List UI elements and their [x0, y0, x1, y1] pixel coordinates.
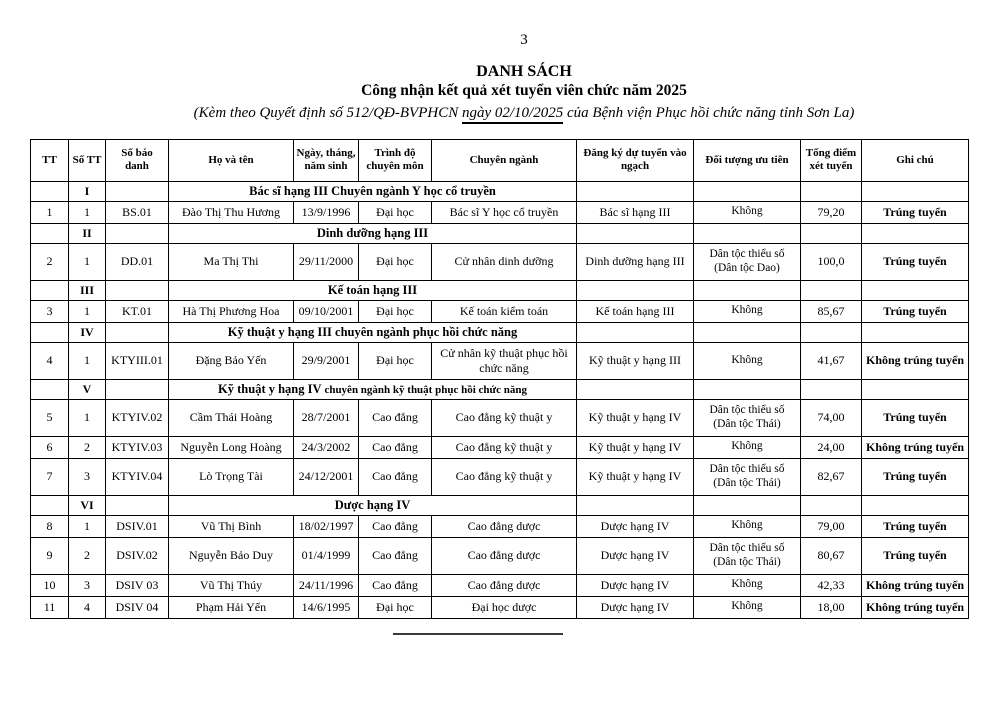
- data-row: [31, 300, 969, 322]
- cell-candidate-id: [106, 379, 169, 399]
- cell-major: Cao đẳng kỹ thuật y: [432, 458, 577, 495]
- cell-group-label: Bác sĩ hạng III Chuyên ngành Y học cổ truyền: [169, 181, 577, 201]
- cell-rank: [577, 223, 694, 243]
- cell-note: [862, 495, 969, 515]
- doc-reference-line: [48, 104, 1000, 122]
- cell-rank: Dược hạng IV: [577, 574, 694, 596]
- cell-major: Cử nhân dinh dưỡng: [432, 243, 577, 280]
- heading-block: [0, 0, 1000, 122]
- cell-score: 100,0: [801, 243, 862, 280]
- cell-candidate-id: DSIV 03: [106, 574, 169, 596]
- cell-major: Kế toán kiểm toán: [432, 300, 577, 322]
- header-candidate-id: Số báo danh: [106, 139, 169, 181]
- cell-dob: 18/02/1997: [294, 515, 359, 537]
- data-row: [31, 342, 969, 379]
- cell-degree: Cao đẳng: [359, 458, 432, 495]
- cell-note: Trúng tuyển: [862, 458, 969, 495]
- cell-candidate-id: DSIV.02: [106, 537, 169, 574]
- cell-degree: Cao đẳng: [359, 515, 432, 537]
- header-priority: Đối tượng ưu tiên: [694, 139, 801, 181]
- cell-dob: 24/12/2001: [294, 458, 359, 495]
- cell-tt: 3: [31, 300, 69, 322]
- cell-group-label: Kỹ thuật y hạng III chuyên ngành phục hồi chức năng: [169, 322, 577, 342]
- cell-rank: Kỹ thuật y hạng IV: [577, 399, 694, 436]
- cell-candidate-id: KTYIII.01: [106, 342, 169, 379]
- data-row: [31, 201, 969, 223]
- cell-rank: [577, 280, 694, 300]
- cell-tt: 7: [31, 458, 69, 495]
- cell-dob: 01/4/1999: [294, 537, 359, 574]
- header-name: Họ và tên: [169, 139, 294, 181]
- page-number: 3: [520, 32, 528, 48]
- cell-rank: Dược hạng IV: [577, 537, 694, 574]
- cell-stt: 2: [69, 436, 106, 458]
- cell-candidate-id: DD.01: [106, 243, 169, 280]
- header-tt: TT: [31, 139, 69, 181]
- cell-score: 24,00: [801, 436, 862, 458]
- header-major: Chuyên ngành: [432, 139, 577, 181]
- cell-candidate-id: DSIV.01: [106, 515, 169, 537]
- cell-dob: 28/7/2001: [294, 399, 359, 436]
- cell-rank: [577, 495, 694, 515]
- cell-dob: 13/9/1996: [294, 201, 359, 223]
- cell-rank: Kỹ thuật y hạng IV: [577, 458, 694, 495]
- cell-group-label: Kỹ thuật y hạng IV chuyên ngành kỹ thuật phục hồi chức năng: [169, 379, 577, 399]
- cell-score: 79,20: [801, 201, 862, 223]
- cell-priority: Dân tộc thiểu số (Dân tộc Dao): [694, 243, 801, 280]
- cell-rank: Kỹ thuật y hạng IV: [577, 436, 694, 458]
- cell-note: Trúng tuyển: [862, 300, 969, 322]
- cell-note: Trúng tuyển: [862, 537, 969, 574]
- cell-group-label: Dược hạng IV: [169, 495, 577, 515]
- cell-note: Không trúng tuyển: [862, 342, 969, 379]
- cell-name: Vũ Thị Bình: [169, 515, 294, 537]
- reference-pre: (Kèm theo Quyết định số 512/QĐ-BVPHCN: [193, 104, 462, 121]
- cell-stt: 1: [69, 300, 106, 322]
- cell-major: Bác sĩ Y học cổ truyền: [432, 201, 577, 223]
- cell-major: Cử nhân kỹ thuật phục hồi chức năng: [432, 342, 577, 379]
- cell-priority: Không: [694, 300, 801, 322]
- cell-priority: [694, 379, 801, 399]
- cell-group-numeral: IV: [69, 322, 106, 342]
- cell-stt: 2: [69, 537, 106, 574]
- group-row: [31, 495, 969, 515]
- cell-tt: 9: [31, 537, 69, 574]
- cell-rank: [577, 181, 694, 201]
- cell-score: 82,67: [801, 458, 862, 495]
- cell-dob: 29/9/2001: [294, 342, 359, 379]
- data-row: [31, 243, 969, 280]
- cell-group-label: Dinh dưỡng hạng III: [169, 223, 577, 243]
- cell-candidate-id: [106, 181, 169, 201]
- cell-tt: [31, 223, 69, 243]
- cell-candidate-id: [106, 495, 169, 515]
- cell-score: [801, 495, 862, 515]
- cell-score: 42,33: [801, 574, 862, 596]
- cell-tt: 6: [31, 436, 69, 458]
- data-row: [31, 596, 969, 618]
- cell-name: Ma Thị Thi: [169, 243, 294, 280]
- cell-score: [801, 223, 862, 243]
- group-row: [31, 181, 969, 201]
- cell-name: Cầm Thái Hoàng: [169, 399, 294, 436]
- doc-title: DANH SÁCH: [476, 63, 572, 80]
- cell-name: Hà Thị Phương Hoa: [169, 300, 294, 322]
- cell-rank: Dược hạng IV: [577, 515, 694, 537]
- cell-degree: Đại học: [359, 243, 432, 280]
- cell-priority: Không: [694, 596, 801, 618]
- cell-tt: [31, 379, 69, 399]
- cell-priority: Không: [694, 515, 801, 537]
- results-table: [30, 139, 969, 619]
- cell-note: Trúng tuyển: [862, 399, 969, 436]
- cell-stt: 1: [69, 342, 106, 379]
- cell-note: [862, 322, 969, 342]
- cell-priority: Không: [694, 342, 801, 379]
- cell-degree: Cao đẳng: [359, 399, 432, 436]
- cell-stt: 3: [69, 458, 106, 495]
- cell-tt: 5: [31, 399, 69, 436]
- cell-group-numeral: III: [69, 280, 106, 300]
- cell-priority: [694, 322, 801, 342]
- header-degree: Trình độ chuyên môn: [359, 139, 432, 181]
- cell-priority: [694, 181, 801, 201]
- cell-note: [862, 280, 969, 300]
- cell-group-label-sub: chuyên ngành kỹ thuật phục hồi chức năng: [324, 383, 527, 396]
- group-row: [31, 280, 969, 300]
- cell-note: [862, 223, 969, 243]
- cell-note: Trúng tuyển: [862, 201, 969, 223]
- cell-tt: 2: [31, 243, 69, 280]
- group-row: [31, 322, 969, 342]
- cell-name: Nguyễn Long Hoàng: [169, 436, 294, 458]
- cell-tt: 11: [31, 596, 69, 618]
- cell-rank: Bác sĩ hạng III: [577, 201, 694, 223]
- reference-post: của Bệnh viện Phục hồi chức năng tỉnh Sơn La): [563, 104, 855, 121]
- cell-rank: Dược hạng IV: [577, 596, 694, 618]
- data-row: [31, 458, 969, 495]
- cell-score: [801, 280, 862, 300]
- cell-note: Không trúng tuyển: [862, 596, 969, 618]
- cell-tt: [31, 181, 69, 201]
- cell-major: Cao đẳng dược: [432, 537, 577, 574]
- cell-rank: Kỹ thuật y hạng III: [577, 342, 694, 379]
- cell-group-numeral: II: [69, 223, 106, 243]
- cell-note: [862, 181, 969, 201]
- cell-candidate-id: [106, 322, 169, 342]
- cell-name: Phạm Hải Yến: [169, 596, 294, 618]
- cell-degree: Cao đẳng: [359, 537, 432, 574]
- cell-score: [801, 379, 862, 399]
- cell-tt: [31, 322, 69, 342]
- doc-subtitle: Công nhận kết quả xét tuyển viên chức năm 2025: [361, 82, 687, 100]
- cell-score: 80,67: [801, 537, 862, 574]
- cell-major: Đại học dược: [432, 596, 577, 618]
- cell-note: Không trúng tuyển: [862, 436, 969, 458]
- cell-score: 41,67: [801, 342, 862, 379]
- header-stt: Số TT: [69, 139, 106, 181]
- cell-dob: 09/10/2001: [294, 300, 359, 322]
- data-row: [31, 574, 969, 596]
- cell-note: Không trúng tuyển: [862, 574, 969, 596]
- cell-degree: Đại học: [359, 342, 432, 379]
- header-rank: Đăng ký dự tuyển vào ngạch: [577, 139, 694, 181]
- cell-candidate-id: DSIV 04: [106, 596, 169, 618]
- header-dob: Ngày, tháng, năm sinh: [294, 139, 359, 181]
- cell-priority: [694, 495, 801, 515]
- cell-stt: 1: [69, 201, 106, 223]
- cell-degree: Đại học: [359, 300, 432, 322]
- cell-name: Nguyễn Bảo Duy: [169, 537, 294, 574]
- cell-candidate-id: KTYIV.04: [106, 458, 169, 495]
- cell-stt: 4: [69, 596, 106, 618]
- cell-tt: [31, 495, 69, 515]
- cell-candidate-id: BS.01: [106, 201, 169, 223]
- header-score: Tổng điểm xét tuyển: [801, 139, 862, 181]
- cell-group-numeral: V: [69, 379, 106, 399]
- cell-score: [801, 181, 862, 201]
- cell-degree: Đại học: [359, 596, 432, 618]
- cell-rank: [577, 379, 694, 399]
- data-row: [31, 537, 969, 574]
- cell-priority: Dân tộc thiểu số (Dân tộc Thái): [694, 537, 801, 574]
- cell-note: [862, 379, 969, 399]
- reference-date-underlined: ngày 02/10/2025: [462, 105, 563, 124]
- header-note: Ghi chú: [862, 139, 969, 181]
- cell-candidate-id: KTYIV.02: [106, 399, 169, 436]
- cell-rank: Kế toán hạng III: [577, 300, 694, 322]
- cell-stt: 1: [69, 243, 106, 280]
- cell-priority: Không: [694, 574, 801, 596]
- cell-stt: 1: [69, 399, 106, 436]
- cell-dob: 24/3/2002: [294, 436, 359, 458]
- cell-major: Cao đẳng dược: [432, 515, 577, 537]
- cell-major: Cao đẳng dược: [432, 574, 577, 596]
- cell-candidate-id: [106, 223, 169, 243]
- cell-priority: Dân tộc thiểu số (Dân tộc Thái): [694, 458, 801, 495]
- cell-rank: Dinh dưỡng hạng III: [577, 243, 694, 280]
- cell-priority: [694, 223, 801, 243]
- cell-degree: Cao đẳng: [359, 574, 432, 596]
- cell-score: 79,00: [801, 515, 862, 537]
- cell-score: 18,00: [801, 596, 862, 618]
- cell-name: Đào Thị Thu Hương: [169, 201, 294, 223]
- cell-tt: 4: [31, 342, 69, 379]
- cell-priority: Không: [694, 436, 801, 458]
- cell-tt: [31, 280, 69, 300]
- cell-note: Trúng tuyển: [862, 515, 969, 537]
- cell-score: 85,67: [801, 300, 862, 322]
- cell-name: Vũ Thị Thúy: [169, 574, 294, 596]
- data-row: [31, 399, 969, 436]
- cell-stt: 3: [69, 574, 106, 596]
- cell-stt: 1: [69, 515, 106, 537]
- data-row: [31, 515, 969, 537]
- group-row: [31, 223, 969, 243]
- cell-major: Cao đẳng kỹ thuật y: [432, 399, 577, 436]
- group-row: [31, 379, 969, 399]
- cell-candidate-id: [106, 280, 169, 300]
- cell-dob: 24/11/1996: [294, 574, 359, 596]
- cell-dob: 29/11/2000: [294, 243, 359, 280]
- cell-candidate-id: KT.01: [106, 300, 169, 322]
- cell-group-numeral: I: [69, 181, 106, 201]
- footer-separator-line: [393, 633, 563, 635]
- cell-degree: Đại học: [359, 201, 432, 223]
- cell-score: 74,00: [801, 399, 862, 436]
- cell-score: [801, 322, 862, 342]
- cell-name: Đặng Bảo Yến: [169, 342, 294, 379]
- cell-priority: [694, 280, 801, 300]
- cell-priority: Không: [694, 201, 801, 223]
- cell-tt: 10: [31, 574, 69, 596]
- data-row: [31, 436, 969, 458]
- cell-dob: 14/6/1995: [294, 596, 359, 618]
- cell-tt: 8: [31, 515, 69, 537]
- cell-priority: Dân tộc thiểu số (Dân tộc Thái): [694, 399, 801, 436]
- table-header-row: [31, 139, 969, 181]
- cell-note: Trúng tuyển: [862, 243, 969, 280]
- cell-tt: 1: [31, 201, 69, 223]
- cell-group-label: Kế toán hạng III: [169, 280, 577, 300]
- cell-group-numeral: VI: [69, 495, 106, 515]
- cell-name: Lò Trọng Tài: [169, 458, 294, 495]
- cell-major: Cao đẳng kỹ thuật y: [432, 436, 577, 458]
- cell-degree: Cao đẳng: [359, 436, 432, 458]
- cell-candidate-id: KTYIV.03: [106, 436, 169, 458]
- cell-rank: [577, 322, 694, 342]
